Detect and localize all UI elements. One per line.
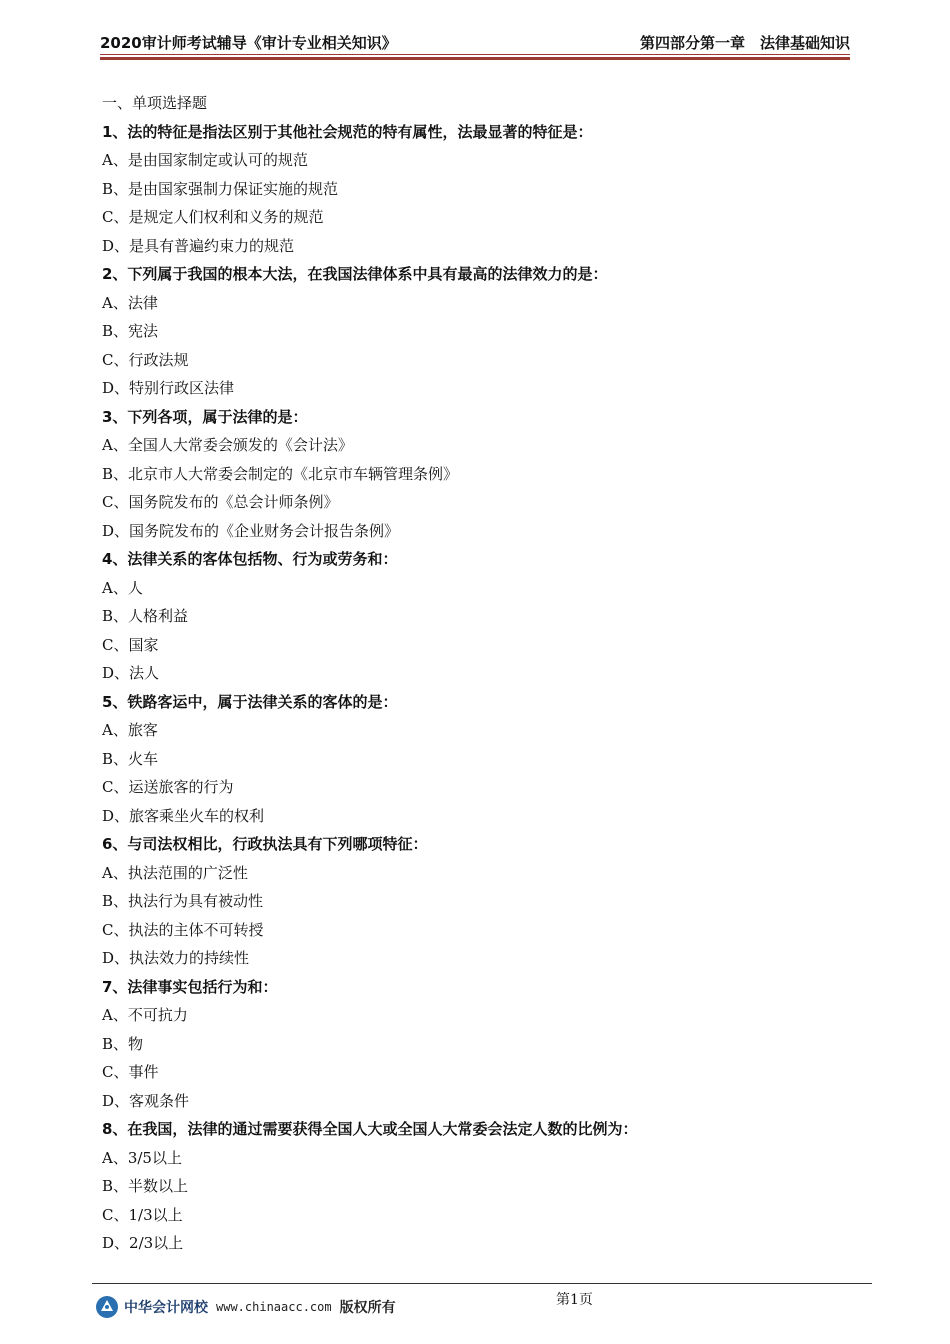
footer-rule bbox=[92, 1283, 872, 1284]
header-rule-thick bbox=[100, 57, 850, 60]
header-left-title: 2020审计师考试辅导《审计专业相关知识》 bbox=[100, 34, 397, 52]
option-b: B、人格利益 bbox=[102, 607, 189, 625]
option-a: A、是由国家制定或认可的规范 bbox=[102, 151, 308, 169]
option-c: C、1/3以上 bbox=[102, 1205, 183, 1224]
question-block-8 bbox=[102, 1115, 842, 1258]
chinaacc-logo-icon bbox=[96, 1296, 118, 1318]
option-b: B、半数以上 bbox=[102, 1177, 189, 1195]
option-c: C、运送旅客的行为 bbox=[102, 778, 234, 796]
option-b: B、是由国家强制力保证实施的规范 bbox=[102, 179, 339, 198]
page-number: 第1页 bbox=[556, 1292, 593, 1308]
document-body bbox=[102, 89, 842, 1258]
question-block-7 bbox=[102, 973, 842, 1116]
option-a: A、人 bbox=[102, 578, 143, 597]
option-d: D、旅客乘坐火车的权利 bbox=[102, 806, 265, 825]
option-b: B、宪法 bbox=[102, 322, 159, 340]
option-c: C、国务院发布的《总会计师条例》 bbox=[102, 493, 339, 511]
brand-name: 中华会计网校 bbox=[124, 1300, 208, 1316]
question-text: 3、下列各项，属于法律的是： bbox=[102, 407, 308, 426]
question-text: 7、法律事实包括行为和： bbox=[102, 977, 278, 996]
option-c: C、执法的主体不可转授 bbox=[102, 920, 264, 939]
header-right-title: 第四部分第一章 法律基础知识 bbox=[639, 34, 850, 52]
option-a: A、不可抗力 bbox=[102, 1006, 188, 1024]
option-d: D、特别行政区法律 bbox=[102, 379, 235, 397]
option-b: B、火车 bbox=[102, 749, 159, 768]
question-text: 6、与司法权相比，行政执法具有下列哪项特征： bbox=[102, 835, 428, 853]
question-text: 8、在我国，法律的通过需要获得全国人大或全国人大常委会法定人数的比例为： bbox=[102, 1120, 638, 1138]
section-title: 一、单项选择题 bbox=[102, 94, 208, 112]
option-c: C、行政法规 bbox=[102, 350, 189, 369]
copyright-text: 版权所有 bbox=[339, 1300, 396, 1316]
header-rule-thin bbox=[100, 54, 850, 55]
question-block-4 bbox=[102, 545, 842, 688]
option-d: D、客观条件 bbox=[102, 1091, 190, 1110]
question-block-6 bbox=[102, 830, 842, 973]
question-text: 2、下列属于我国的根本大法，在我国法律体系中具有最高的法律效力的是： bbox=[102, 265, 608, 283]
question-text: 5、铁路客运中，属于法律关系的客体的是： bbox=[102, 692, 398, 711]
footer-brand bbox=[96, 1294, 396, 1320]
question-text: 1、法的特征是指法区别于其他社会规范的特有属性，法最显著的特征是： bbox=[102, 122, 593, 141]
option-a: A、旅客 bbox=[102, 721, 158, 739]
option-a: A、执法范围的广泛性 bbox=[102, 863, 248, 882]
option-c: C、是规定人们权利和义务的规范 bbox=[102, 208, 324, 226]
question-block-1 bbox=[102, 118, 842, 261]
option-b: B、物 bbox=[102, 1034, 144, 1053]
brand-url: www.chinaacc.com bbox=[216, 1300, 332, 1314]
option-c: C、事件 bbox=[102, 1063, 159, 1081]
option-b: B、执法行为具有被动性 bbox=[102, 892, 264, 910]
question-block-2 bbox=[102, 260, 842, 403]
option-d: D、执法效力的持续性 bbox=[102, 949, 250, 967]
option-b: B、北京市人大常委会制定的《北京市车辆管理条例》 bbox=[102, 464, 459, 483]
option-d: D、2/3以上 bbox=[102, 1234, 184, 1252]
question-block-3 bbox=[102, 403, 842, 546]
option-a: A、全国人大常委会颁发的《会计法》 bbox=[102, 436, 353, 454]
option-c: C、国家 bbox=[102, 635, 159, 654]
option-d: D、法人 bbox=[102, 664, 160, 682]
question-text: 4、法律关系的客体包括物、行为或劳务和： bbox=[102, 550, 398, 568]
option-a: A、法律 bbox=[102, 293, 158, 312]
page-header bbox=[100, 32, 850, 56]
option-d: D、国务院发布的《企业财务会计报告条例》 bbox=[102, 521, 400, 540]
question-block-5 bbox=[102, 688, 842, 831]
option-a: A、3/5以上 bbox=[102, 1148, 182, 1167]
option-d: D、是具有普遍约束力的规范 bbox=[102, 236, 295, 255]
